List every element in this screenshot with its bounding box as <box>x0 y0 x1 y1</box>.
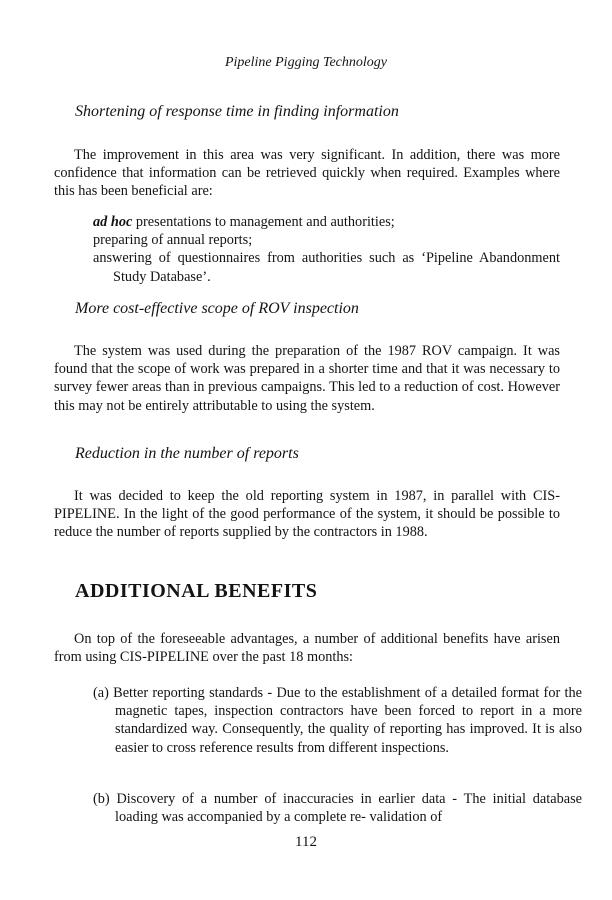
page-number: 112 <box>295 834 317 850</box>
paragraph-additional-intro: On top of the foreseeable advantages, a number of additional benefits have arisen from using CIS-PIPELINE over the past 18 months: <box>54 631 560 666</box>
subheading-reduction-reports: Reduction in the number of reports <box>75 445 299 462</box>
running-head: Pipeline Pigging Technology <box>224 55 387 70</box>
list-item-text: presentations to management and authorities; <box>132 214 395 230</box>
lettered-item-b: (b) Discovery of a number of inaccuracies in earlier data - The initial database loading was accompanied by a complete re- validation of <box>93 791 582 826</box>
list-item: answering of questionnaires from authorities such as ‘Pipeline Abandonment Study Database’. <box>93 250 560 285</box>
subheading-rov-inspection: More cost-effective scope of ROV inspection <box>75 300 359 317</box>
paragraph-reduction-reports: It was decided to keep the old reporting system in 1987, in parallel with CIS-PIPELINE. In the light of the good performance of the system, it should be possible to reduce the number of reports supplied by the contractors in 1988. <box>54 488 560 541</box>
examples-list <box>93 213 560 286</box>
paragraph-response-time: The improvement in this area was very significant. In addition, there was more confidence that information can be retrieved quickly when required. Examples where this has been beneficial are: <box>54 147 560 200</box>
paragraph-rov-inspection: The system was used during the preparation of the 1987 ROV campaign. It was found that the scope of work was prepared in a shorter time and that it was necessary to survey fewer areas than in previous campaigns. This led to a reduction of cost. However this may not be entirely attributable to using the system. <box>54 343 560 414</box>
list-item: preparing of annual reports; <box>93 232 253 249</box>
section-title-additional-benefits: ADDITIONAL BENEFITS <box>75 580 318 602</box>
list-item-emphasis: ad hoc <box>93 214 133 230</box>
lettered-item-a: (a) Better reporting standards - Due to the establishment of a detailed format for the magnetic tapes, inspection contractors have been forced to report in a more standardized way. Consequently, the quality of reporting has improved. It is also easier to cross reference results from different inspections. <box>93 685 582 756</box>
subheading-response-time: Shortening of response time in finding information <box>75 103 399 120</box>
list-item <box>93 213 560 231</box>
